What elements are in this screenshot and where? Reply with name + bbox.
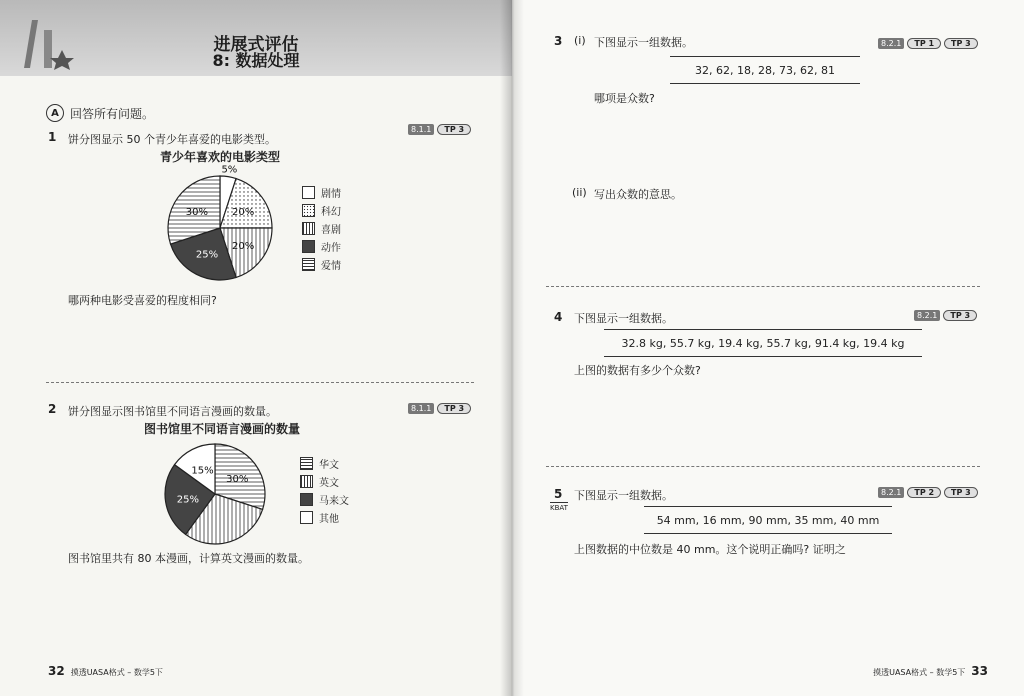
legend-item (300, 490, 349, 508)
legend-swatch (300, 511, 313, 524)
section-a-heading (46, 104, 154, 122)
q2-text: 饼分图显示图书馆里不同语言漫画的数量。 (68, 405, 277, 418)
right-page (512, 0, 1024, 696)
title-banner (0, 0, 512, 76)
legend-label: 英文 (319, 477, 339, 489)
legend-swatch (302, 258, 315, 271)
q1-tag-code: 8.1.1 (408, 124, 434, 135)
q3-number: 3 (554, 34, 563, 48)
left-page-footer (48, 664, 163, 678)
q5-tag-tp1: TP 2 (907, 487, 941, 498)
section-divider (546, 466, 980, 467)
q3-text-ii: 写出众数的意思。 (594, 188, 682, 201)
q5-question: 上图数据的中位数是 40 mm。这个说明正确吗? 证明之 (574, 543, 846, 556)
section-divider (46, 382, 474, 383)
legend-label: 动作 (321, 242, 341, 254)
right-footer-text: 摸透UASA格式 – 数学5下 (873, 668, 966, 677)
q5-tags (878, 487, 978, 498)
q4-tags (914, 310, 977, 321)
q3-tag-tp2: TP 3 (944, 38, 978, 49)
q2-pie-chart (150, 432, 280, 552)
pie-data-label: 15% (191, 465, 214, 477)
pie-data-label: 25% (176, 494, 199, 506)
section-divider (546, 286, 980, 287)
pie-data-label: 20% (232, 207, 255, 219)
legend-label: 爱情 (321, 260, 341, 272)
pie-data-label: 25% (195, 249, 219, 261)
legend-item (302, 255, 341, 273)
right-page-number: 33 (971, 664, 988, 678)
q1-question: 哪两种电影受喜爱的程度相同? (68, 294, 217, 307)
q5-tag-tp2: TP 3 (944, 487, 978, 498)
q3-tag-code: 8.2.1 (878, 38, 904, 49)
q1-number: 1 (48, 130, 57, 144)
q3-tags (878, 38, 978, 49)
legend-item (302, 183, 341, 201)
q3-part-i-label: (i) (574, 34, 586, 47)
legend-item (302, 237, 341, 255)
q5-tag-code: 8.2.1 (878, 487, 904, 498)
legend-swatch (300, 493, 313, 506)
section-a-instruction: 回答所有问题。 (70, 106, 155, 121)
q2-tag-code: 8.1.1 (408, 403, 434, 414)
banner-title-line2: 8: 数据处理 (212, 51, 300, 70)
q4-text: 下图显示一组数据。 (574, 312, 673, 325)
q4-tag-code: 8.2.1 (914, 310, 940, 321)
q5-number: 5 (554, 487, 563, 501)
pie-data-label: 5% (221, 164, 238, 176)
legend-swatch (302, 222, 315, 235)
q5-text: 下图显示一组数据。 (574, 489, 673, 502)
q2-question: 图书馆里共有 80 本漫画，计算英文漫画的数量。 (68, 552, 309, 565)
legend-label: 科幻 (321, 206, 341, 218)
q2-tags (408, 403, 471, 414)
q2-tag-tp: TP 3 (437, 403, 471, 414)
section-a-badge: A (46, 104, 64, 122)
legend-swatch (300, 475, 313, 488)
q3-text-i: 下图显示一组数据。 (594, 36, 693, 49)
q1-chart-title: 青少年喜欢的电影类型 (160, 150, 281, 164)
q5-kbat-badge: KBAT (550, 504, 568, 512)
q1-text: 饼分图显示 50 个青少年喜爱的电影类型。 (68, 133, 276, 146)
legend-label: 华文 (319, 459, 339, 471)
pie-data-label: 20% (232, 240, 255, 252)
right-page-footer (873, 664, 988, 678)
legend-item (300, 472, 349, 490)
left-footer-text: 摸透UASA格式 – 数学5下 (70, 668, 163, 677)
legend-item (302, 201, 341, 219)
q3-data-box: 32, 62, 18, 28, 73, 62, 81 (670, 56, 860, 84)
q3-part-ii-label: (ii) (572, 186, 587, 199)
q1-legend (302, 183, 341, 273)
legend-item (300, 508, 349, 526)
legend-item (302, 219, 341, 237)
legend-swatch (302, 186, 315, 199)
legend-label: 马来文 (319, 495, 349, 507)
q4-number: 4 (554, 310, 563, 324)
q3-tag-tp1: TP 1 (907, 38, 941, 49)
legend-item (300, 454, 349, 472)
q3-question-i: 哪项是众数? (594, 92, 655, 105)
legend-label: 喜剧 (321, 224, 341, 236)
q1-tag-tp: TP 3 (437, 124, 471, 135)
q2-chart-title: 图书馆里不同语言漫画的数量 (144, 422, 301, 436)
q4-question: 上图的数据有多少个众数? (574, 364, 701, 377)
legend-label: 其他 (319, 513, 339, 525)
q5-data-box: 54 mm, 16 mm, 90 mm, 35 mm, 40 mm (644, 506, 892, 534)
legend-swatch (302, 240, 315, 253)
left-page-number: 32 (48, 664, 65, 678)
q4-data-box: 32.8 kg, 55.7 kg, 19.4 kg, 55.7 kg, 91.4 kg, 19.4 kg (604, 329, 922, 357)
legend-swatch (300, 457, 313, 470)
q2-legend (300, 454, 349, 526)
q2-number: 2 (48, 402, 57, 416)
q4-tag-tp: TP 3 (943, 310, 977, 321)
q1-pie-chart (150, 162, 290, 292)
legend-swatch (302, 204, 315, 217)
q1-tags (408, 124, 471, 135)
legend-label: 剧情 (321, 188, 341, 200)
pie-data-label: 30% (185, 207, 208, 219)
pie-data-label: 30% (226, 473, 249, 485)
banner-title-line1: 进展式评估 (213, 35, 299, 55)
